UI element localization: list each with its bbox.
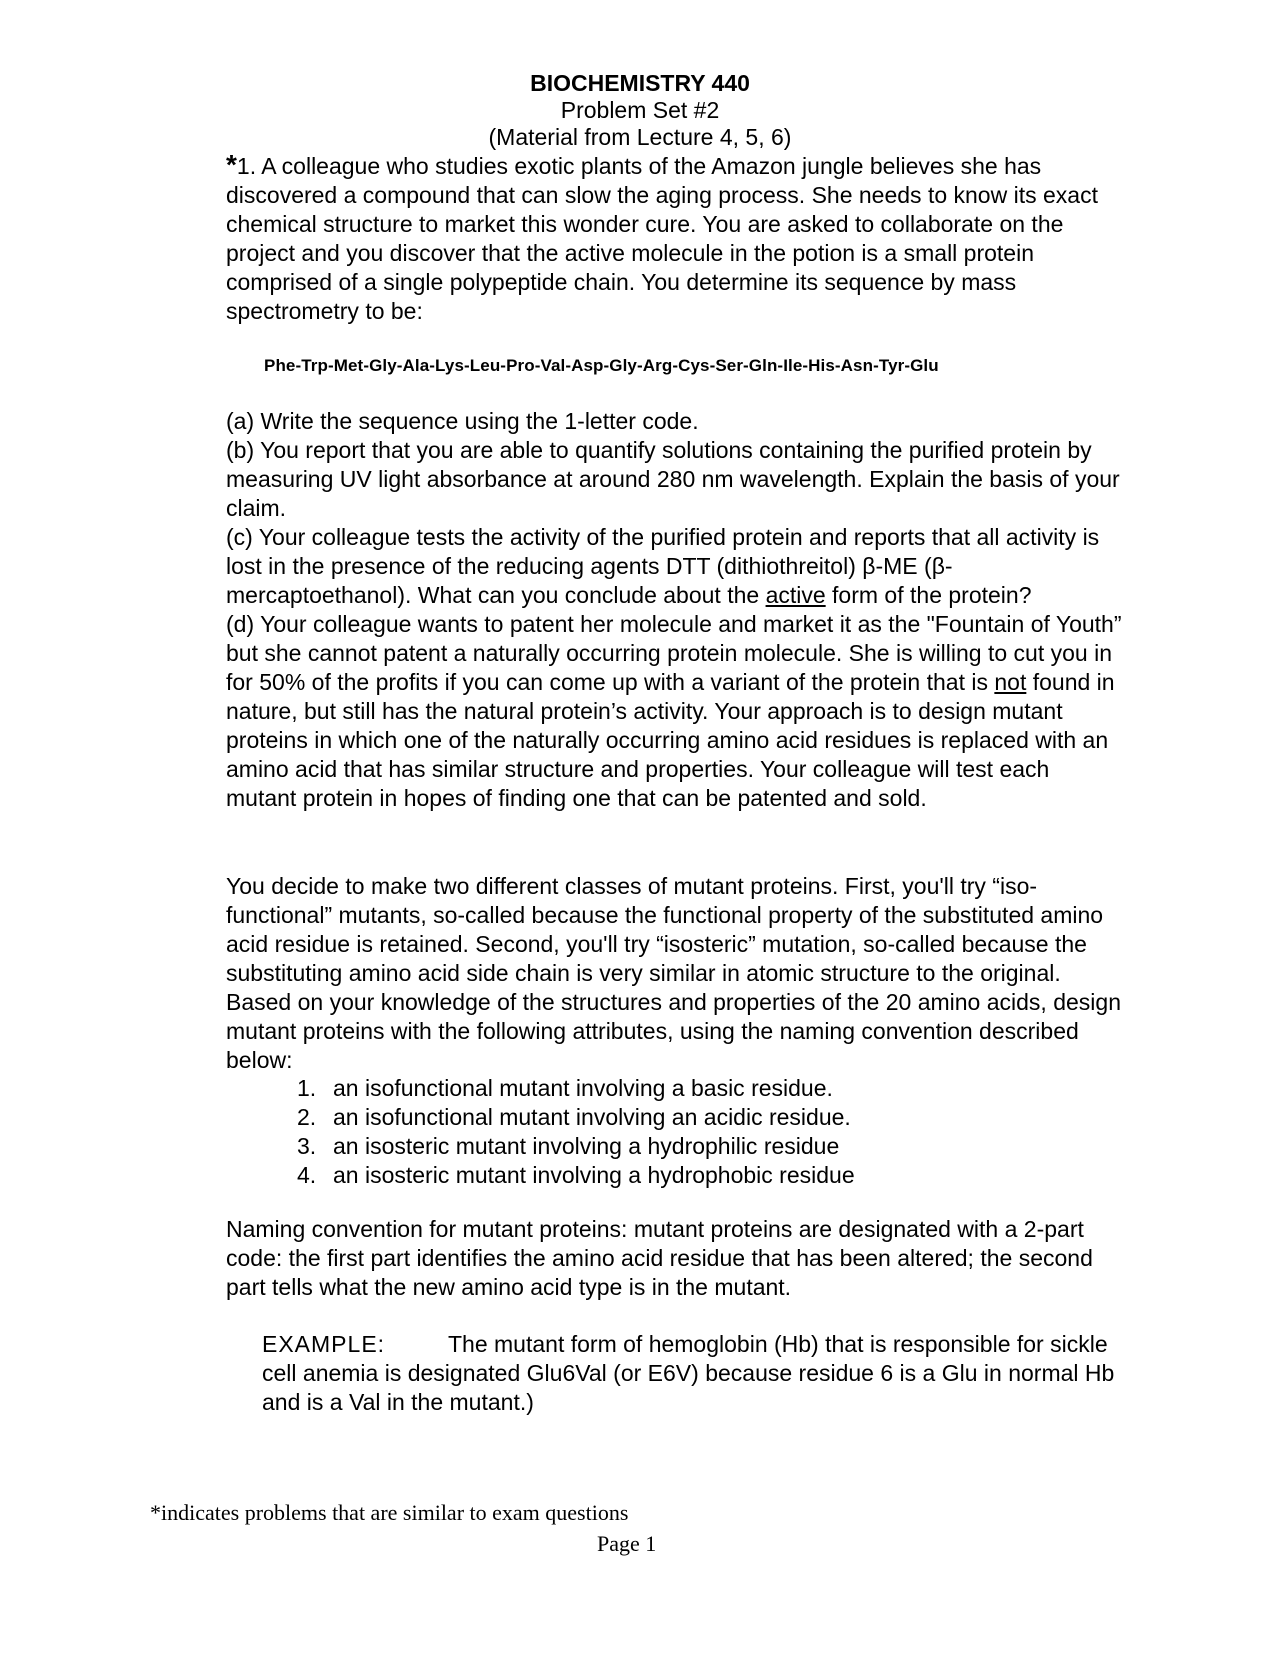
page-number: Page 1	[597, 1531, 657, 1556]
part-a: (a) Write the sequence using the 1-letter code.	[226, 408, 699, 434]
mutant-list	[297, 1074, 855, 1190]
not-underlined: not	[994, 669, 1027, 695]
problem-parts	[226, 407, 1126, 813]
example-block	[262, 1330, 1122, 1417]
naming-convention: Naming convention for mutant proteins: mutant proteins are designated with a 2-part code: the first part identifies the amino acid residue that has been altered; the second part tells what the new amino acid type is in the mutant.	[226, 1216, 1093, 1300]
exam-marker: *	[226, 149, 237, 180]
mutant-paragraph: You decide to make two different classes of mutant proteins. First, you'll try “iso-functional” mutants, so-called because the functional property of the substituted amino acid residue is retained. Second, you'll try “isosteric” mutation, so-called because the substituting amino acid side chain is very similar in atomic structure to the original. Based on your knowledge of the structures and properties of the 20 amino acids, design mutant proteins with the following attributes, using the naming convention described below:	[226, 873, 1121, 1073]
example-label: EXAMPLE:	[262, 1331, 386, 1357]
part-d: (d) Your colleague wants to patent her molecule and market it as the "Fountain of Youth” but she cannot patent a naturally occurring protein molecule. She is willing to cut you in for 50% of the profits if you can come up with a variant of the protein that is not found in nature, but still has the natural protein’s activity. Your approach is to design mutant proteins in which one of the naturally occurring amino acid residues is replaced with an amino acid that has similar structure and properties. Your colleague will test each mutant protein in hopes of finding one that can be patented and sold.	[226, 611, 1122, 811]
list-item: 3. an isosteric mutant involving a hydrophilic residue	[297, 1133, 840, 1159]
problem-1-text: 1. A colleague who studies exotic plants of the Amazon jungle believes she has discovered a compound that can slow the aging process. She needs to know its exact chemical structure to market this wonder cure. You are asked to collaborate on the project and you discover that the active molecule in the potion is a small protein comprised of a single polypeptide chain. You determine its sequence by mass spectrometry to be:	[226, 153, 1098, 324]
page-subtitle: Problem Set #2	[560, 97, 720, 123]
document-header	[0, 70, 1280, 151]
example-text: The mutant form of hemoglobin (Hb) that is responsible for sickle cell anemia is designated Glu6Val (or E6V) because residue 6 is a Glu in normal Hb and is a Val in the mutant.)	[262, 1331, 1115, 1415]
list-item: 4. an isosteric mutant involving a hydrophobic residue	[297, 1162, 855, 1188]
part-c: (c) Your colleague tests the activity of the purified protein and reports that all activity is lost in the presence of the reducing agents DTT (dithiothreitol) β-ME (β-mercaptoethanol). What can you conclude about the active form of the protein?	[226, 524, 1100, 608]
active-underlined: active	[765, 582, 826, 608]
material-note: (Material from Lecture 4, 5, 6)	[488, 124, 792, 150]
problem-intro	[226, 150, 1126, 326]
peptide-sequence: Phe-Trp-Met-Gly-Ala-Lys-Leu-Pro-Val-Asp-Gly-Arg-Cys-Ser-Gln-Ile-His-Asn-Tyr-Glu	[264, 356, 939, 375]
list-item: 2. an isofunctional mutant involving an acidic residue.	[297, 1104, 851, 1130]
footnote: *indicates problems that are similar to exam questions	[150, 1500, 629, 1525]
list-item: 1. an isofunctional mutant involving a basic residue.	[297, 1075, 833, 1101]
part-b: (b) You report that you are able to quantify solutions containing the purified protein by measuring UV light absorbance at around 280 nm wavelength. Explain the basis of your claim.	[226, 437, 1120, 521]
page-title: BIOCHEMISTRY 440	[530, 70, 750, 96]
